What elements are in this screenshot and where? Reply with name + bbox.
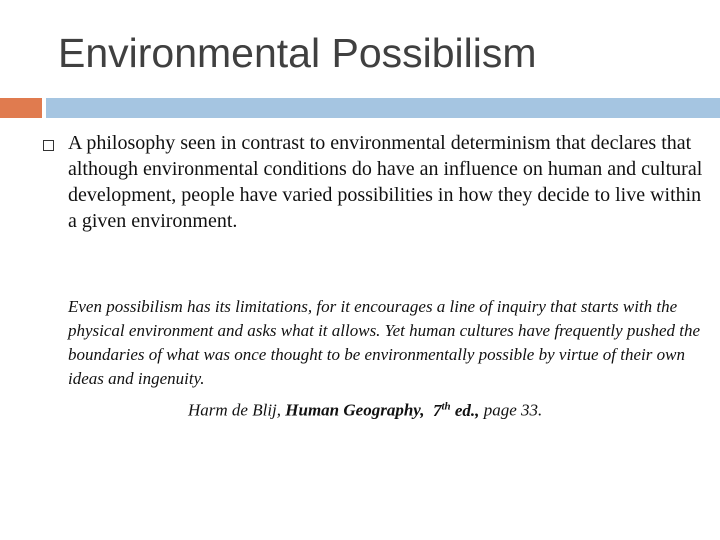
bullet-text: A philosophy seen in contrast to environmental determinism that declares that although environmental conditions do have an influence on human and cultural development, people have varied possibilities in how they decide to live within a given environment. bbox=[68, 132, 703, 232]
quote-text: Even possibilism has its limitations, for it encourages a line of inquiry that starts with the physical environment and asks what it allows. Yet human cultures have frequently pushed the boundaries of what was once thought to be environmentally possible by virtue of their own ideas and ingenuity. bbox=[68, 297, 701, 388]
citation-edition-suffix: th bbox=[441, 400, 451, 412]
slide-title: Environmental Possibilism bbox=[58, 30, 537, 76]
citation-edition-number: 7 bbox=[432, 400, 442, 420]
accent-bar-orange bbox=[0, 98, 42, 118]
citation bbox=[188, 400, 542, 421]
citation-book: Human Geography, bbox=[285, 400, 425, 420]
citation-page: page 33. bbox=[479, 400, 543, 420]
citation-author: Harm de Blij, bbox=[188, 400, 286, 420]
square-bullet-icon bbox=[43, 140, 54, 151]
citation-edition bbox=[433, 401, 479, 420]
accent-bar-blue bbox=[46, 98, 720, 118]
citation-edition-text: ed., bbox=[450, 400, 480, 420]
